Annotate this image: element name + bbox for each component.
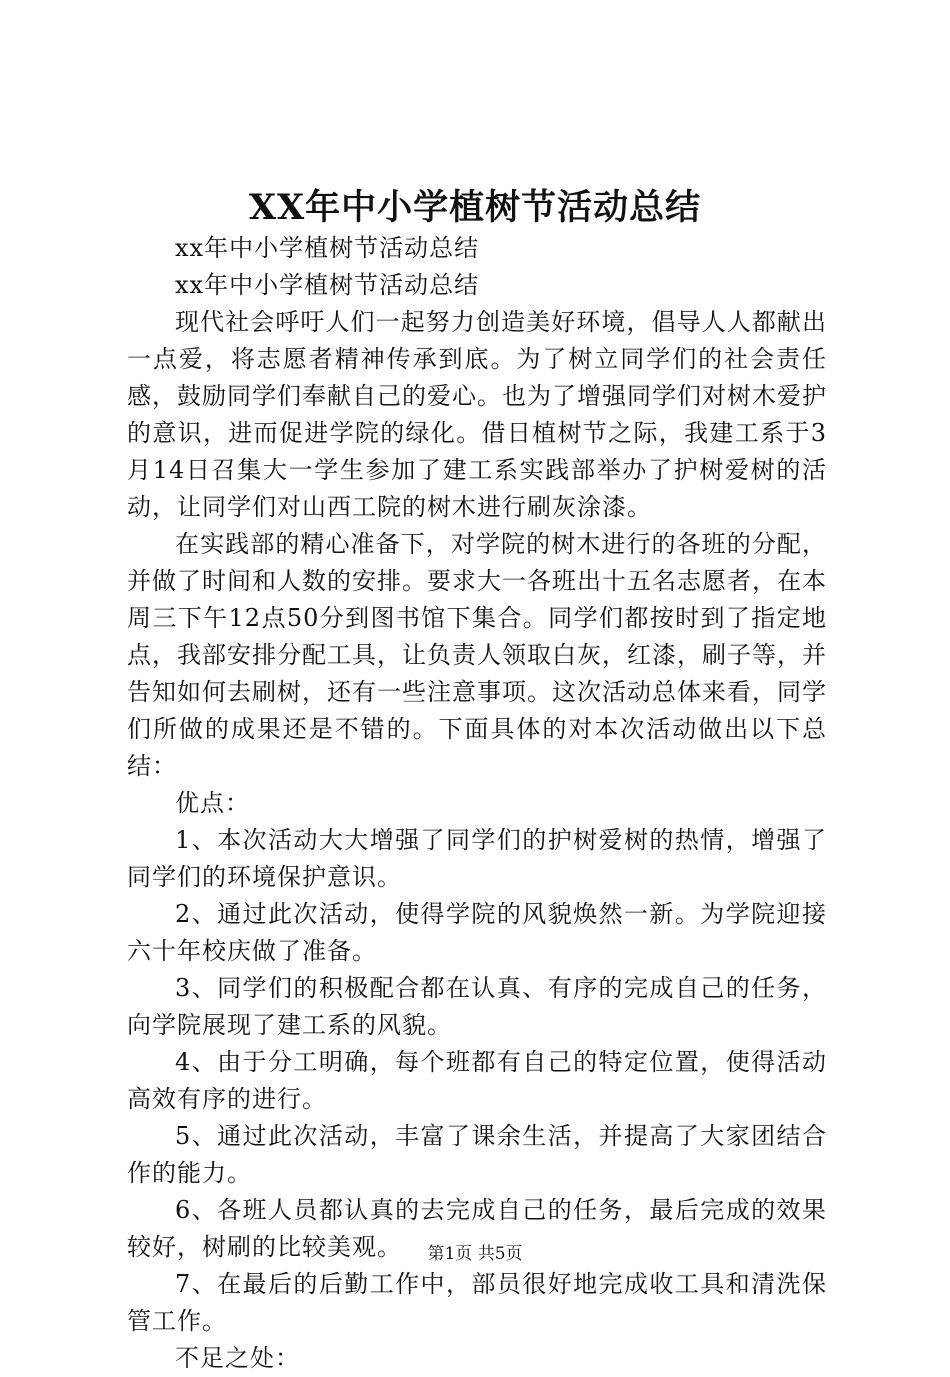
paragraph-point-2: 2、通过此次活动，使得学院的风貌焕然一新。为学院迎接六十年校庆做了准备。 (127, 900, 827, 965)
document-body (127, 230, 827, 1377)
paragraph-point-3: 3、同学们的积极配合都在认真、有序的完成自己的任务，向学院展现了建工系的风貌。 (127, 974, 827, 1039)
paragraph-shortcomings-heading: 不足之处： (175, 1344, 300, 1372)
paragraph-point-1: 1、本次活动大大增强了同学们的护树爱树的热情，增强了同学们的环境保护意识。 (127, 826, 827, 891)
paragraph-preparation: 在实践部的精心准备下，对学院的树木进行的各班的分配，并做了时间和人数的安排。要求大一各班出十五名志愿者，在本周三下午12点50分到图书馆下集合。同学们都按时到了指定地点，我部安排分配工具，让负责人领取白灰，红漆，刷子等，并告知如何去刷树，还有一些注意事项。这次活动总体来看，同学们所做的成果还是不错的。下面具体的对本次活动做出以下总结： (127, 530, 827, 780)
document-title: XX年中小学植树节活动总结 (248, 187, 702, 228)
paragraph-subtitle-2: xx年中小学植树节活动总结 (175, 271, 480, 299)
paragraph-intro: 现代社会呼吁人们一起努力创造美好环境，倡导人人都献出一点爱，将志愿者精神传承到底。为了树立同学们的社会责任感，鼓励同学们奉献自己的爱心。也为了增强同学们对树木爱护的意识，进而促进学院的绿化。借日植树节之际，我建工系于3月14日召集大一学生参加了建工系实践部举办了护树爱树的活动，让同学们对山西工院的树木进行刷灰涂漆。 (127, 308, 827, 521)
paragraph-point-6: 6、各班人员都认真的去完成自己的任务，最后完成的效果较好，树刷的比较美观。 (127, 1196, 827, 1261)
paragraph-point-5: 5、通过此次活动，丰富了课余生活，并提高了大家团结合作的能力。 (127, 1122, 827, 1187)
paragraph-subtitle-1: xx年中小学植树节活动总结 (175, 234, 480, 262)
paragraph-point-7: 7、在最后的后勤工作中，部员很好地完成收工具和清洗保管工作。 (127, 1270, 827, 1335)
page-number-footer: 第1页 共5页 (427, 1244, 523, 1264)
paragraph-advantages-heading: 优点： (175, 789, 250, 817)
paragraph-point-4: 4、由于分工明确，每个班都有自己的特定位置，使得活动高效有序的进行。 (127, 1048, 827, 1113)
